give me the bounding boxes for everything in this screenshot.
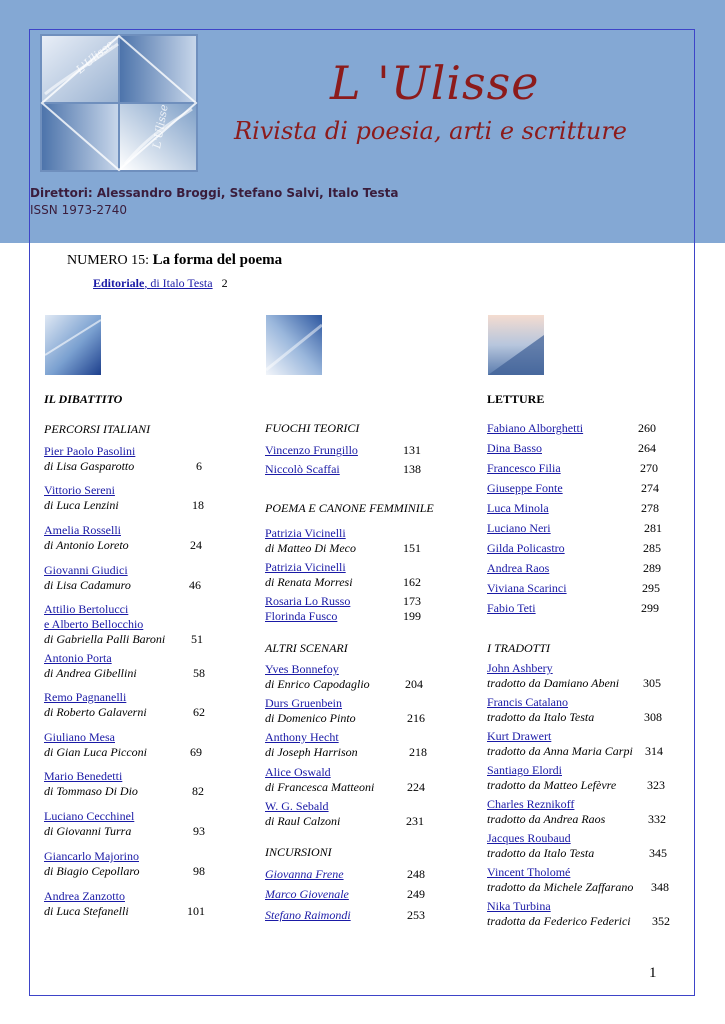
toc-entry: [487, 481, 563, 496]
toc-entry: [44, 563, 131, 593]
toc-entry: [265, 594, 350, 609]
toc-entry-link[interactable]: Durs Gruenbein: [265, 696, 342, 710]
toc-entry-page: 281: [644, 521, 662, 535]
toc-entry-page: 285: [643, 541, 661, 555]
toc-entry-author: tradotto da Anna Maria Carpi: [487, 744, 633, 758]
toc-entry: [265, 799, 340, 829]
section-heading: LETTURE: [487, 392, 545, 406]
toc-entry-author: di Tommaso Di Dio: [44, 784, 138, 798]
toc-entry-author: di Giovanni Turra: [44, 824, 132, 838]
toc-entry: [44, 523, 129, 553]
toc-entry-page: 264: [638, 441, 656, 455]
toc-entry: [487, 601, 536, 616]
logo-text-side: L'Ulisse: [150, 103, 171, 150]
toc-entry-author: di Renata Morresi: [265, 575, 353, 589]
editorial-page: 2: [221, 276, 228, 290]
toc-entry: [265, 462, 340, 477]
toc-entry-page: 231: [406, 814, 424, 828]
toc-entry-author: di Gian Luca Picconi: [44, 745, 147, 759]
toc-entry-link[interactable]: Marco Giovenale: [265, 887, 349, 901]
toc-entry-link[interactable]: Antonio Porta: [44, 651, 112, 665]
toc-entry-link[interactable]: Dina Basso: [487, 441, 542, 455]
toc-entry-author: di Matteo Di Meco: [265, 541, 356, 555]
page-number: 1: [649, 965, 657, 981]
toc-entry-link[interactable]: Giancarlo Majorino: [44, 849, 139, 863]
toc-entry: [487, 661, 619, 691]
toc-entry-link[interactable]: Mario Benedetti: [44, 769, 123, 783]
toc-entry-page: 101: [187, 904, 205, 918]
toc-entry: [487, 695, 594, 725]
toc-entry-page: 6: [196, 459, 202, 473]
toc-entry-link[interactable]: Giovanni Giudici: [44, 563, 128, 577]
issue-label: NUMERO 15:: [67, 253, 150, 268]
toc-entry-link[interactable]: Vittorio Sereni: [44, 483, 115, 497]
toc-entry-page: 93: [193, 824, 205, 838]
toc-entry: [265, 867, 344, 882]
toc-entry-page: 138: [403, 462, 421, 476]
toc-entry: [487, 541, 565, 556]
toc-entry: [44, 889, 129, 919]
toc-entry-link[interactable]: Luca Minola: [487, 501, 549, 515]
toc-entry-author: di Antonio Loreto: [44, 538, 129, 552]
toc-entry-author: di Joseph Harrison: [265, 745, 358, 759]
toc-entry-link[interactable]: Patrizia Vicinelli: [265, 526, 346, 540]
toc-entry: [265, 908, 351, 923]
toc-entry-link[interactable]: Andrea Raos: [487, 561, 550, 575]
section-heading: FUOCHI TEORICI: [265, 421, 360, 435]
toc-entry-link[interactable]: Giovanna Frene: [265, 867, 344, 881]
toc-entry-link[interactable]: Rosaria Lo Russo: [265, 594, 351, 608]
toc-entry: [265, 662, 370, 692]
toc-entry-page: 260: [638, 421, 656, 435]
toc-entry: [265, 765, 374, 795]
toc-entry-link[interactable]: W. G. Sebald: [265, 799, 329, 813]
toc-entry: [487, 501, 549, 516]
toc-entry: [487, 561, 549, 576]
toc-entry: [487, 763, 616, 793]
toc-entry-link[interactable]: Giuliano Mesa: [44, 730, 115, 744]
toc-entry-page: 46: [189, 578, 201, 592]
toc-entry-link[interactable]: Luciano Cecchinel: [44, 809, 135, 823]
toc-entry-link[interactable]: Remo Pagnanelli: [44, 690, 127, 704]
toc-entry-link[interactable]: Pier Paolo Pasolini: [44, 444, 136, 458]
toc-entry-link[interactable]: Amelia Rosselli: [44, 523, 121, 537]
toc-entry-link[interactable]: Florinda Fusco: [265, 609, 338, 623]
toc-entry: [265, 730, 358, 760]
toc-entry: [44, 690, 147, 720]
toc-entry: [487, 797, 605, 827]
toc-entry-author: di Biagio Cepollaro: [44, 864, 140, 878]
toc-entry: [265, 443, 358, 458]
toc-entry-page: 352: [652, 914, 670, 928]
toc-entry-link[interactable]: Fabiano Alborghetti: [487, 421, 584, 435]
toc-entry: [487, 865, 633, 895]
toc-entry-author: tradotto da Italo Testa: [487, 846, 595, 860]
toc-entry-page: 270: [640, 461, 658, 475]
toc-entry-page: 199: [403, 609, 421, 623]
toc-entry-page: 151: [403, 541, 421, 555]
toc-entry-page: 58: [193, 666, 205, 680]
toc-entry-author: di Lisa Cadamuro: [44, 578, 131, 592]
toc-entry-page: 308: [644, 710, 662, 724]
toc-entry: [44, 483, 119, 513]
toc-entry-page: 295: [642, 581, 660, 595]
toc-entry-page: 218: [409, 745, 427, 759]
toc-entry: [44, 809, 134, 839]
toc-entry-author: tradotto da Andrea Raos: [487, 812, 606, 826]
toc-entry-author: tradotto da Michele Zaffarano: [487, 880, 634, 894]
toc-entry-link[interactable]: Attilio Bertolucci: [44, 602, 129, 616]
toc-entry-page: 289: [643, 561, 661, 575]
section-heading: ALTRI SCENARI: [265, 641, 348, 655]
section-heading: INCURSIONI: [265, 845, 332, 859]
toc-entry-page: 248: [407, 867, 425, 881]
toc-entry: [44, 730, 147, 760]
toc-entry: [265, 526, 356, 556]
editorial-entry: [93, 276, 228, 291]
toc-entry-link[interactable]: Patrizia Vicinelli: [265, 560, 346, 574]
toc-entry-link[interactable]: Andrea Zanzotto: [44, 889, 125, 903]
toc-entry-page: 314: [645, 744, 663, 758]
toc-entry-link[interactable]: Stefano Raimondi: [265, 908, 351, 922]
toc-entry-author: tradotta da Federico Federici: [487, 914, 631, 928]
toc-entry-page: 24: [190, 538, 202, 552]
thumbnail-fuochi: [266, 315, 322, 375]
toc-entry-link[interactable]: Viviana Scarinci: [487, 581, 567, 595]
toc-entry-author: di Raul Calzoni: [265, 814, 341, 828]
toc-entry-page: 173: [403, 594, 421, 608]
toc-entry-link[interactable]: Charles Reznikoff: [487, 797, 575, 811]
toc-entry-link[interactable]: Francis Catalano: [487, 695, 568, 709]
toc-entry-author: di Domenico Pinto: [265, 711, 356, 725]
issue-heading: [67, 252, 282, 269]
toc-entry-page: 253: [407, 908, 425, 922]
toc-entry-link[interactable]: Yves Bonnefoy: [265, 662, 339, 676]
toc-entry: [265, 560, 353, 590]
toc-entry-link[interactable]: Nika Turbina: [487, 899, 551, 913]
toc-entry-link[interactable]: John Ashbery: [487, 661, 553, 675]
thumbnail-letture: [488, 315, 544, 375]
directors-line: Direttori: Alessandro Broggi, Stefano Salvi, Italo Testa: [30, 186, 399, 200]
toc-entry: [487, 729, 633, 759]
toc-entry: [487, 521, 551, 536]
toc-entry-page: 274: [641, 481, 659, 495]
toc-entry: [265, 696, 356, 726]
toc-entry-page: 18: [192, 498, 204, 512]
toc-entry: [487, 441, 542, 456]
toc-entry-page: 299: [641, 601, 659, 615]
toc-entry-author: di Enrico Capodaglio: [265, 677, 370, 691]
thumbnail-dibattito: [45, 315, 101, 375]
toc-entry-author: tradotto da Damiano Abeni: [487, 676, 620, 690]
logo-image: [40, 34, 198, 172]
toc-entry: [44, 602, 165, 647]
toc-entry-link[interactable]: Vincent Tholomé: [487, 865, 571, 879]
magazine-subtitle: Rivista di poesia, arti e scritture: [234, 117, 628, 145]
toc-entry: [44, 769, 138, 799]
toc-entry-page: 345: [649, 846, 667, 860]
issn-line: ISSN 1973-2740: [30, 203, 127, 217]
toc-entry: [265, 609, 337, 624]
toc-entry-author: di Lisa Gasparotto: [44, 459, 135, 473]
toc-entry-page: 69: [190, 745, 202, 759]
toc-entry-link[interactable]: e Alberto Bellocchio: [44, 617, 144, 631]
toc-entry-link[interactable]: Kurt Drawert: [487, 729, 552, 743]
toc-entry: [487, 581, 567, 596]
toc-entry: [44, 849, 140, 879]
toc-entry-link[interactable]: Anthony Hecht: [265, 730, 339, 744]
toc-entry-page: 305: [643, 676, 661, 690]
toc-entry-page: 51: [191, 632, 203, 646]
toc-entry-page: 204: [405, 677, 423, 691]
toc-entry-page: 278: [641, 501, 659, 515]
section-heading: POEMA E CANONE FEMMINILE: [265, 501, 434, 515]
toc-entry-page: 131: [403, 443, 421, 457]
toc-entry-author: di Francesca Matteoni: [265, 780, 375, 794]
subsection-percorsi: PERCORSI ITALIANI: [44, 422, 151, 436]
magazine-title: L 'Ulisse: [330, 56, 540, 110]
logo-text-top: L'Ulisse: [73, 37, 116, 77]
toc-entry-page: 332: [648, 812, 666, 826]
toc-entry-link[interactable]: Giuseppe Fonte: [487, 481, 563, 495]
toc-entry-link[interactable]: Vincenzo Frungillo: [265, 443, 358, 457]
toc-entry-link[interactable]: Fabio Teti: [487, 601, 536, 615]
toc-entry-page: 348: [651, 880, 669, 894]
toc-entry-page: 323: [647, 778, 665, 792]
toc-entry-page: 216: [407, 711, 425, 725]
toc-entry-author: di Roberto Galaverni: [44, 705, 147, 719]
toc-entry-page: 162: [403, 575, 421, 589]
toc-entry-link[interactable]: Luciano Neri: [487, 521, 551, 535]
toc-entry-link[interactable]: Jacques Roubaud: [487, 831, 571, 845]
toc-entry-page: 62: [193, 705, 205, 719]
toc-entry-link[interactable]: Francesco Filia: [487, 461, 561, 475]
toc-entry: [487, 421, 583, 436]
toc-entry-author: tradotto da Italo Testa: [487, 710, 595, 724]
toc-entry: [487, 899, 631, 929]
toc-entry-page: 98: [193, 864, 205, 878]
section-dibattito: IL DIBATTITO: [44, 392, 123, 406]
toc-entry-author: di Andrea Gibellini: [44, 666, 137, 680]
toc-entry: [44, 651, 137, 681]
toc-entry-page: 249: [407, 887, 425, 901]
toc-entry: [487, 461, 561, 476]
toc-entry-author: di Luca Stefanelli: [44, 904, 129, 918]
toc-entry-page: 224: [407, 780, 425, 794]
issue-title: La forma del poema: [152, 252, 283, 268]
section-heading: I TRADOTTI: [487, 641, 551, 655]
toc-entry-link[interactable]: Alice Oswald: [265, 765, 331, 779]
toc-entry-page: 82: [192, 784, 204, 798]
toc-entry-link[interactable]: Niccolò Scaffai: [265, 462, 340, 476]
toc-entry-link[interactable]: Santiago Elordi: [487, 763, 562, 777]
toc-entry-author: di Luca Lenzini: [44, 498, 119, 512]
toc-entry-link[interactable]: Gilda Policastro: [487, 541, 565, 555]
toc-entry: [44, 444, 135, 474]
toc-entry-author: tradotto da Matteo Lefèvre: [487, 778, 617, 792]
toc-entry-author: di Gabriella Palli Baroni: [44, 632, 166, 646]
editorial-link[interactable]: Editoriale, di Italo Testa: [93, 276, 213, 290]
toc-entry: [487, 831, 594, 861]
toc-entry: [265, 887, 349, 902]
